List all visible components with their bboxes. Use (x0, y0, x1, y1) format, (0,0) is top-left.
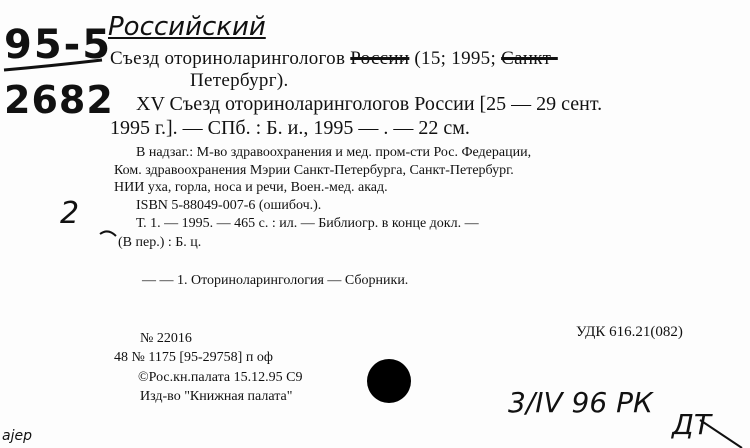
note-line-2: Ком. здравоохранения Мэрии Санкт-Петербурга, Санкт-Петербург. (114, 163, 514, 178)
handwritten-classmark-bottom: 2682 (4, 78, 114, 122)
title-imprint: СПб. : Б. и., 1995 — . — 22 см. (207, 117, 470, 139)
heading-struck-text: России (350, 48, 410, 69)
order-line: 48 № 1175 [95-29758] п оф (114, 350, 273, 365)
isbn-line: ISBN 5-88049-007-6 (ошибоч.). (136, 198, 322, 213)
udk-code: УДК 616.21(082) (576, 324, 683, 340)
volume-line-1: Т. 1. — 1995. — 465 с. : ил. — Библиогр. в конце докл. — (136, 216, 479, 231)
volume-line-2: (В пер.) : Б. ц. (118, 235, 202, 250)
title-date: 1995 г.]. — (110, 117, 208, 139)
copyright-line: ©Рос.кн.палата 15.12.95 С9 (138, 370, 303, 385)
handwritten-corner-mark: ajep (2, 428, 32, 444)
handwritten-date-mark: 3/IV 96 РК (508, 386, 653, 419)
handwritten-heading-word: Российский (108, 12, 266, 42)
handwritten-initials: ДТ (672, 408, 711, 441)
heading-text: Съезд оториноларингологов (110, 48, 351, 69)
publisher-line: Изд-во "Книжная палата" (140, 389, 293, 404)
note-line-3: НИИ уха, горла, носа и речи, Воен.-мед. акад. (114, 180, 388, 195)
subject-heading: — — 1. Оториноларингология — Сборники. (142, 273, 409, 288)
note-line-1: В надзаг.: М-во здравоохранения и мед. пром-сти Рос. Федерации, (136, 145, 532, 160)
handwritten-side-mark: 2 (60, 196, 80, 231)
record-number: № 22016 (140, 331, 192, 346)
handwritten-classmark-top: 95-5 (4, 22, 113, 68)
title-line-1: XV Съезд оториноларингологов России [25 — 29 сент. (136, 93, 603, 115)
heading-text-after: (15; 1995; (409, 48, 502, 69)
heading-line-2: Петербург). (190, 70, 289, 91)
heading-struck-text-2: Санкт- (501, 48, 558, 69)
